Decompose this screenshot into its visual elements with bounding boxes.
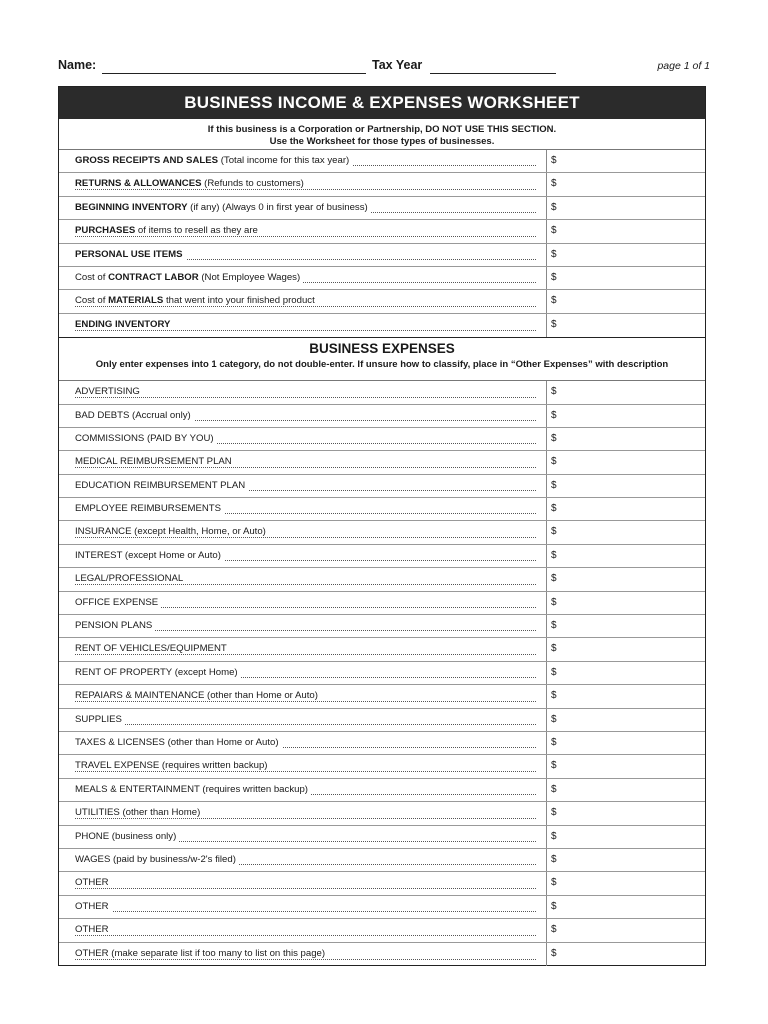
income-row [59, 197, 705, 220]
income-amount-field[interactable]: $ [551, 248, 557, 260]
expense-row-text: LEGAL/PROFESSIONAL [75, 573, 186, 584]
income-row-text [75, 202, 371, 213]
business-expenses-title: BUSINESS EXPENSES [309, 341, 455, 357]
income-row-label [59, 290, 547, 312]
expense-amount-field[interactable]: $ [551, 573, 557, 585]
expense-row-text: REPAIARS & MAINTENANCE (other than Home or Auto) [75, 690, 321, 701]
expense-row-label [59, 428, 547, 450]
expense-row [59, 498, 705, 521]
expense-row [59, 755, 705, 778]
business-expenses-instructions: Only enter expenses into 1 category, do not double-enter. If unsure how to classify, place in “Other Expenses” with description [95, 359, 669, 371]
business-expenses-header [59, 337, 705, 381]
expense-row [59, 802, 705, 825]
expense-amount-field[interactable]: $ [551, 526, 557, 538]
income-row-prefix: Cost of [75, 271, 109, 283]
expense-row-text: MEDICAL REIMBURSEMENT PLAN [75, 456, 235, 467]
income-amount-field[interactable]: $ [551, 295, 557, 307]
expense-row-text: OTHER [75, 924, 112, 935]
income-row-note: (Refunds to customers) [201, 178, 304, 190]
expense-amount-field[interactable]: $ [551, 643, 557, 655]
expense-row-text: OTHER [75, 901, 112, 912]
expense-amount-field[interactable]: $ [551, 783, 557, 795]
expense-amount-field[interactable]: $ [551, 666, 557, 678]
income-row [59, 290, 705, 313]
expense-row-text: OTHER (make separate list if too many to list on this page) [75, 948, 328, 959]
expense-row-label [59, 849, 547, 871]
income-row-note: (Total income for this tax year) [218, 155, 350, 166]
income-row-label [59, 220, 547, 242]
expense-row-label [59, 568, 547, 590]
income-row-text [75, 319, 173, 330]
expense-row-label [59, 779, 547, 801]
expense-row-label [59, 381, 547, 403]
expense-row-text: WAGES (paid by business/w-2's filed) [75, 854, 239, 865]
income-row-label [59, 173, 547, 195]
income-row-note: (if any) (Always 0 in first year of business) [187, 201, 368, 213]
income-section [59, 150, 705, 337]
income-amount-field[interactable]: $ [551, 318, 557, 330]
expense-row-label [59, 709, 547, 731]
expense-row-label [59, 732, 547, 754]
expense-row-label [59, 592, 547, 614]
expense-row [59, 475, 705, 498]
expense-amount-field[interactable]: $ [551, 830, 557, 842]
note-line-2: Use the Worksheet for those types of businesses. [269, 136, 495, 147]
expense-row-text: TAXES & LICENSES (other than Home or Auto) [75, 737, 282, 748]
leader-dots [75, 888, 536, 889]
income-row [59, 173, 705, 196]
expense-row-label [59, 498, 547, 520]
expense-amount-field[interactable]: $ [551, 456, 557, 468]
expense-row-text: RENT OF PROPERTY (except Home) [75, 667, 241, 678]
expense-row-label [59, 662, 547, 684]
expense-row-text: OFFICE EXPENSE [75, 597, 161, 608]
expense-row-label [59, 405, 547, 427]
income-row-bold: CONTRACT LABOR [108, 271, 199, 283]
expense-row [59, 779, 705, 802]
expense-row [59, 381, 705, 404]
income-row-note: of items to resell as they are [135, 225, 258, 237]
expense-row [59, 451, 705, 474]
expense-row-text: SUPPLIES [75, 714, 125, 725]
expense-amount-field[interactable]: $ [551, 690, 557, 702]
expense-row-label [59, 872, 547, 894]
expense-amount-field[interactable]: $ [551, 432, 557, 444]
expense-row [59, 826, 705, 849]
income-row-bold: MATERIALS [108, 295, 164, 307]
expense-amount-field[interactable]: $ [551, 409, 557, 421]
expense-row [59, 919, 705, 942]
income-row-label [59, 197, 547, 219]
note-line-1: If this business is a Corporation or Partnership, DO NOT USE THIS SECTION. [207, 124, 557, 135]
income-row-bold: BEGINNING INVENTORY [75, 201, 188, 213]
income-row-label [59, 314, 547, 337]
expense-row [59, 709, 705, 732]
income-row [59, 244, 705, 267]
expense-row [59, 405, 705, 428]
income-amount-field[interactable]: $ [551, 201, 557, 213]
expense-row [59, 592, 705, 615]
expense-amount-field[interactable]: $ [551, 503, 557, 515]
expense-row-label [59, 826, 547, 848]
income-row-label [59, 267, 547, 289]
page-number: page 1 of 1 [657, 60, 710, 72]
expense-amount-field[interactable]: $ [551, 877, 557, 889]
expense-row-label [59, 475, 547, 497]
tax-year-label: Tax Year [372, 58, 423, 72]
expense-row [59, 943, 705, 966]
expense-amount-field[interactable]: $ [551, 853, 557, 865]
leader-dots [75, 911, 536, 912]
expenses-section [59, 381, 705, 966]
leader-dots [75, 724, 536, 725]
expense-row-text: MEALS & ENTERTAINMENT (requires written backup) [75, 784, 311, 795]
expense-amount-field[interactable]: $ [551, 947, 557, 959]
income-row-label [59, 244, 547, 266]
leader-dots [75, 330, 536, 331]
expense-row [59, 615, 705, 638]
income-amount-field[interactable]: $ [551, 225, 557, 237]
expense-row-label [59, 943, 547, 966]
income-row-bold: PURCHASES [75, 225, 136, 237]
income-row [59, 314, 705, 337]
expense-row-text: BAD DEBTS (Accrual only) [75, 410, 194, 421]
income-row-bold: PERSONAL USE ITEMS [75, 248, 183, 260]
expense-row-text: INTEREST (except Home or Auto) [75, 550, 224, 561]
expense-row-text: EDUCATION REIMBURSEMENT PLAN [75, 480, 248, 491]
expense-amount-field[interactable]: $ [551, 479, 557, 491]
expense-amount-field[interactable]: $ [551, 549, 557, 561]
expense-row [59, 872, 705, 895]
income-row-text [75, 272, 303, 283]
expense-row-label [59, 451, 547, 473]
corporation-note [59, 119, 705, 150]
name-field[interactable] [102, 73, 366, 74]
income-row-text [75, 225, 261, 236]
expense-row-text: ADVERTISING [75, 386, 143, 397]
income-row-text [75, 249, 186, 260]
expense-row [59, 685, 705, 708]
worksheet [58, 86, 706, 966]
name-label: Name: [58, 58, 97, 72]
expense-row-text: COMMISSIONS (PAID BY YOU) [75, 433, 217, 444]
expense-row [59, 638, 705, 661]
expense-row [59, 896, 705, 919]
expense-row-label [59, 755, 547, 777]
income-row-bold: ENDING INVENTORY [75, 318, 171, 330]
income-amount-field[interactable]: $ [551, 155, 557, 166]
expense-amount-field[interactable]: $ [551, 736, 557, 748]
income-row-text [75, 178, 307, 189]
leader-dots [75, 935, 536, 936]
income-row-prefix: Cost of [75, 295, 109, 307]
income-amount-field[interactable]: $ [551, 271, 557, 283]
income-row-text [75, 155, 352, 166]
expense-amount-field[interactable]: $ [551, 596, 557, 608]
income-row-label [59, 150, 547, 172]
expense-row-text: EMPLOYEE REIMBURSEMENTS [75, 503, 224, 514]
expense-amount-field[interactable]: $ [551, 807, 557, 819]
leader-dots [75, 959, 536, 960]
income-row-note: (Not Employee Wages) [198, 271, 301, 283]
expense-row-text: OTHER [75, 877, 112, 888]
expense-row-text: PHONE (business only) [75, 831, 179, 842]
income-row [59, 220, 705, 243]
expense-row-label [59, 615, 547, 637]
worksheet-title: BUSINESS INCOME & EXPENSES WORKSHEET [59, 87, 705, 119]
income-row-text [75, 295, 318, 306]
income-row [59, 150, 705, 173]
expense-row-label [59, 896, 547, 918]
expense-amount-field[interactable]: $ [551, 760, 557, 772]
expense-row-label [59, 638, 547, 660]
income-row-bold: RETURNS & ALLOWANCES [75, 178, 202, 190]
income-row-note: that went into your finished product [163, 295, 315, 307]
expense-row-text: INSURANCE (except Health, Home, or Auto) [75, 526, 269, 537]
income-row-bold: GROSS RECEIPTS AND SALES [75, 155, 219, 166]
income-amount-field[interactable]: $ [551, 178, 557, 190]
expense-row [59, 662, 705, 685]
expense-row [59, 545, 705, 568]
expense-amount-field[interactable]: $ [551, 713, 557, 725]
expense-amount-field[interactable]: $ [551, 620, 557, 632]
expense-row [59, 521, 705, 544]
expense-row-label [59, 521, 547, 543]
expense-row-text: UTILITIES (other than Home) [75, 807, 203, 818]
leader-dots [75, 537, 536, 538]
expense-row-label [59, 685, 547, 707]
expense-row-text: RENT OF VEHICLES/EQUIPMENT [75, 643, 230, 654]
expense-amount-field[interactable]: $ [551, 386, 557, 398]
expense-row-label [59, 919, 547, 941]
form-header [58, 58, 710, 78]
expense-row [59, 732, 705, 755]
income-row [59, 267, 705, 290]
expense-row [59, 428, 705, 451]
expense-row-text: PENSION PLANS [75, 620, 155, 631]
expense-row-label [59, 545, 547, 567]
expense-row [59, 849, 705, 872]
leader-dots [75, 397, 536, 398]
expense-row-text: TRAVEL EXPENSE (requires written backup) [75, 760, 270, 771]
expense-row [59, 568, 705, 591]
expense-amount-field[interactable]: $ [551, 900, 557, 912]
tax-year-field[interactable] [430, 73, 556, 74]
expense-row-label [59, 802, 547, 824]
expense-amount-field[interactable]: $ [551, 924, 557, 936]
